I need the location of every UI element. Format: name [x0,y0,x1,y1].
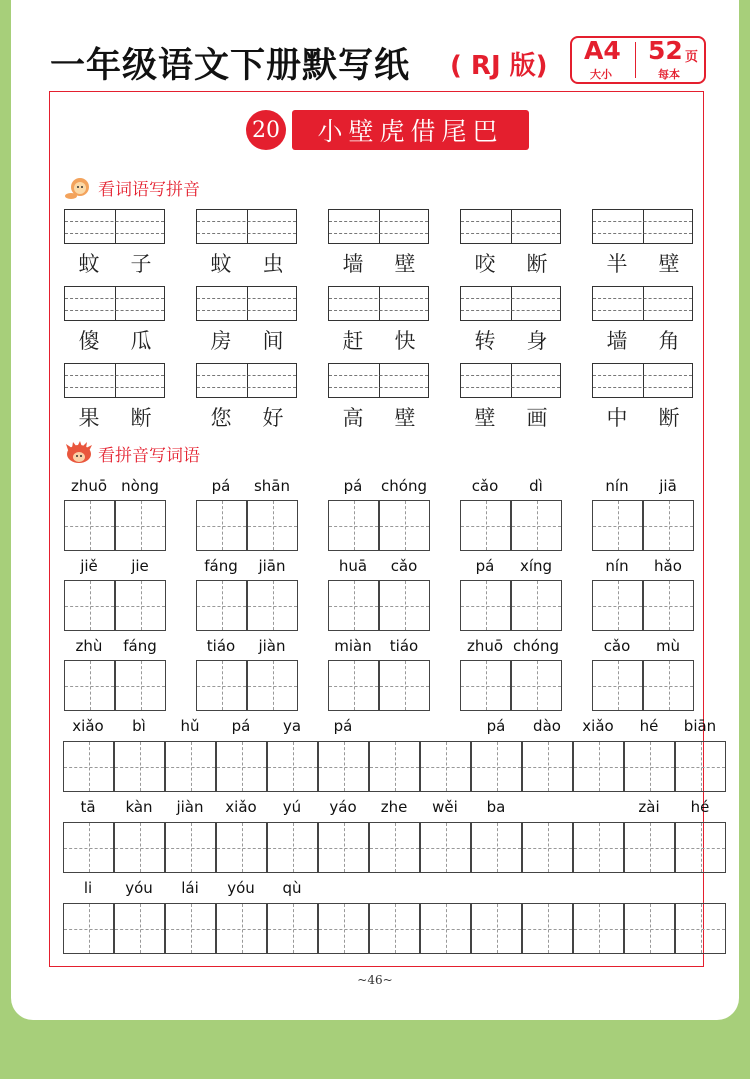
pinyin-syllable: nín [605,477,629,495]
lesson-number: 20 [246,110,286,150]
pinyin-syllable: li [83,879,93,897]
pinyin-syllable: jiān [258,557,286,575]
section-heading-write-words [64,440,200,466]
writing-grid-cell[interactable] [196,660,247,711]
guide-line [65,375,164,376]
writing-grid-cell[interactable] [511,580,562,631]
pinyin-syllable: nòng [121,477,159,495]
guide-line [197,387,296,388]
pinyin-answer-box[interactable] [592,363,693,398]
guide-line [197,375,296,376]
writing-grid-cell[interactable] [511,500,562,551]
character: 转 [474,329,496,353]
pinyin-syllable: yóu [227,879,255,897]
character: 壁 [394,252,416,276]
pinyin-syllable: yáo [329,798,357,816]
writing-grid-cell[interactable] [420,822,471,873]
pinyin-answer-box[interactable] [460,286,561,321]
writing-grid-cell[interactable] [522,822,573,873]
pinyin-syllable: pá [231,717,251,735]
writing-grid-cell[interactable] [328,500,379,551]
writing-grid-cell[interactable] [379,580,430,631]
guide-line [461,387,560,388]
guide-line [329,233,428,234]
writing-grid-cell[interactable] [267,741,318,792]
pinyin-syllable: ya [282,717,302,735]
writing-grid-cell[interactable] [64,500,115,551]
writing-grid-cell[interactable] [63,903,114,954]
info-box [570,36,706,84]
character: 高 [342,406,364,430]
writing-grid-cell[interactable] [63,822,114,873]
writing-grid-cell[interactable] [318,741,369,792]
section-label: 看拼音写词语 [98,445,200,466]
writing-grid-cell[interactable] [420,741,471,792]
pinyin-syllable: wěi [432,798,458,816]
pinyin-syllable: mù [655,637,681,655]
pinyin-syllable: ba [486,798,506,816]
writing-grid-cell[interactable] [196,580,247,631]
writing-grid-cell[interactable] [318,903,369,954]
pinyin-syllable: cǎo [603,637,631,655]
pages-label: 每本 [658,68,680,81]
guide-line [65,233,164,234]
pinyin-answer-box[interactable] [592,209,693,244]
writing-grid-cell[interactable] [267,822,318,873]
pinyin-syllable: zhuō [70,477,108,495]
guide-line [329,221,428,222]
writing-grid-cell[interactable] [573,741,624,792]
character: 断 [130,406,152,430]
character: 好 [262,406,284,430]
character: 壁 [394,406,416,430]
writing-grid-cell[interactable] [267,903,318,954]
writing-grid-cell[interactable] [643,660,694,711]
section-label: 看词语写拼音 [98,180,200,200]
guide-line [593,298,692,299]
pinyin-syllable: nín [605,557,629,575]
pinyin-syllable: hǔ [180,717,200,735]
writing-grid-cell[interactable] [247,580,298,631]
guide-line [461,221,560,222]
pinyin-syllable: tiáo [206,637,236,655]
pinyin-answer-box[interactable] [196,286,297,321]
character: 傻 [78,329,100,353]
pinyin-syllable: chóng [381,477,427,495]
pinyin-syllable: hé [690,798,710,816]
guide-line [461,375,560,376]
pinyin-answer-box[interactable] [328,286,429,321]
pinyin-syllable: jiàn [176,798,204,816]
pinyin-syllable: cǎo [390,557,418,575]
writing-grid-cell[interactable] [460,580,511,631]
edition-label: ( RJ 版) [450,51,548,81]
writing-grid-cell[interactable] [216,741,267,792]
guide-line [65,298,164,299]
guide-line [329,298,428,299]
pinyin-syllable: yóu [125,879,153,897]
character: 蚊 [210,252,232,276]
guide-line [593,233,692,234]
pinyin-syllable: bì [132,717,146,735]
pinyin-syllable: kàn [125,798,153,816]
pinyin-syllable: qù [282,879,302,897]
writing-grid-cell[interactable] [114,741,165,792]
guide-line [593,375,692,376]
guide-line [65,387,164,388]
pinyin-answer-box[interactable] [460,363,561,398]
pinyin-syllable: shān [253,477,291,495]
writing-grid-cell[interactable] [522,741,573,792]
pinyin-syllable: cǎo [471,477,499,495]
writing-grid-cell[interactable] [460,660,511,711]
pinyin-syllable: yú [282,798,302,816]
pinyin-syllable: pá [333,717,353,735]
character: 角 [658,329,680,353]
writing-grid-cell[interactable] [592,580,643,631]
writing-grid-cell[interactable] [115,500,166,551]
writing-grid-cell[interactable] [471,822,522,873]
pinyin-syllable: zài [638,798,660,816]
writing-grid-cell[interactable] [196,500,247,551]
pinyin-answer-box[interactable] [460,209,561,244]
pages-value: 52 [648,36,683,65]
writing-grid-cell[interactable] [624,741,675,792]
writing-grid-cell[interactable] [675,822,726,873]
writing-grid-cell[interactable] [643,580,694,631]
pinyin-answer-box[interactable] [328,209,429,244]
character: 子 [130,252,152,276]
size-value: A4 [584,36,621,65]
writing-grid-cell[interactable] [460,500,511,551]
writing-grid-cell[interactable] [643,500,694,551]
character: 壁 [658,252,680,276]
writing-grid-cell[interactable] [165,903,216,954]
info-divider [635,42,636,78]
writing-grid-cell[interactable] [328,580,379,631]
writing-grid-cell[interactable] [624,903,675,954]
guide-line [197,310,296,311]
writing-grid-cell[interactable] [369,903,420,954]
character: 瓜 [130,329,152,353]
pinyin-answer-box[interactable] [328,363,429,398]
pinyin-syllable: jiàn [258,637,286,655]
writing-grid-cell[interactable] [379,500,430,551]
writing-grid-cell[interactable] [64,660,115,711]
pinyin-syllable: tā [80,798,96,816]
character: 蚊 [78,252,100,276]
pinyin-syllable: xiǎo [225,798,257,816]
pinyin-syllable: hǎo [654,557,682,575]
character: 壁 [474,406,496,430]
pages-unit: 页 [685,50,699,65]
character: 咬 [474,252,496,276]
character: 快 [394,329,416,353]
pinyin-syllable: zhù [75,637,103,655]
pinyin-answer-box[interactable] [64,209,165,244]
character: 半 [606,252,628,276]
pinyin-answer-box[interactable] [196,209,297,244]
pinyin-syllable: miàn [334,637,372,655]
pinyin-syllable: xiǎo [72,717,104,735]
writing-grid-cell[interactable] [675,903,726,954]
character: 赶 [342,329,364,353]
writing-grid-cell[interactable] [114,903,165,954]
hedgehog-icon [64,440,94,466]
page-title: 一年级语文下册默写纸 [50,46,411,86]
pinyin-answer-box[interactable] [196,363,297,398]
guide-line [593,310,692,311]
writing-grid-cell[interactable] [573,822,624,873]
character: 墙 [606,329,628,353]
character: 果 [78,406,100,430]
guide-line [197,233,296,234]
pinyin-syllable: pá [475,557,495,575]
guide-line [593,221,692,222]
pinyin-syllable: tiáo [389,637,419,655]
pinyin-syllable: xiǎo [582,717,614,735]
writing-grid-cell[interactable] [318,822,369,873]
pinyin-syllable: zhe [380,798,408,816]
pinyin-syllable: jiā [659,477,677,495]
pinyin-syllable: biān [683,717,717,735]
pinyin-syllable: pá [343,477,363,495]
character: 断 [526,252,548,276]
pinyin-syllable: dào [533,717,561,735]
writing-grid-cell[interactable] [675,741,726,792]
lion-icon [64,176,94,200]
writing-grid-cell[interactable] [471,903,522,954]
writing-grid-cell[interactable] [471,741,522,792]
writing-grid-cell[interactable] [369,822,420,873]
writing-grid-cell[interactable] [63,741,114,792]
pinyin-syllable: dì [529,477,543,495]
guide-line [461,233,560,234]
character: 房 [210,329,232,353]
section-heading-write-pinyin [64,175,200,200]
guide-line [461,298,560,299]
pinyin-syllable: huā [338,557,368,575]
pinyin-syllable: chóng [513,637,559,655]
writing-grid-cell[interactable] [511,660,562,711]
pinyin-answer-box[interactable] [64,363,165,398]
writing-grid-cell[interactable] [115,580,166,631]
guide-line [329,387,428,388]
guide-line [197,221,296,222]
writing-grid-cell[interactable] [379,660,430,711]
lesson-title: 小壁虎借尾巴 [292,110,529,150]
character: 您 [210,406,232,430]
writing-grid-cell[interactable] [624,822,675,873]
writing-grid-cell[interactable] [592,660,643,711]
pinyin-syllable: hé [639,717,659,735]
size-label: 大小 [590,68,612,81]
character: 断 [658,406,680,430]
guide-line [65,310,164,311]
writing-grid-cell[interactable] [592,500,643,551]
writing-grid-cell[interactable] [216,903,267,954]
pinyin-syllable: fáng [123,637,157,655]
pinyin-syllable: xíng [519,557,553,575]
pinyin-answer-box[interactable] [592,286,693,321]
guide-line [593,387,692,388]
pinyin-syllable: fáng [204,557,238,575]
writing-grid-cell[interactable] [216,822,267,873]
writing-grid-cell[interactable] [328,660,379,711]
writing-grid-cell[interactable] [115,660,166,711]
writing-grid-cell[interactable] [114,822,165,873]
writing-grid-cell[interactable] [420,903,471,954]
pinyin-syllable: pá [486,717,506,735]
page-number: ~46~ [357,973,393,987]
pinyin-syllable: lái [181,879,199,897]
writing-grid-cell[interactable] [369,741,420,792]
pinyin-syllable: jie [131,557,149,575]
pinyin-syllable: pá [211,477,231,495]
writing-grid-cell[interactable] [522,903,573,954]
guide-line [329,375,428,376]
character: 中 [606,406,628,430]
pinyin-syllable: jiě [80,557,98,575]
writing-grid-cell[interactable] [247,660,298,711]
pinyin-answer-box[interactable] [64,286,165,321]
guide-line [197,298,296,299]
character: 虫 [262,252,284,276]
character: 画 [526,406,548,430]
writing-grid-cell[interactable] [165,822,216,873]
character: 间 [262,329,284,353]
writing-grid-cell[interactable] [573,903,624,954]
guide-line [461,310,560,311]
pinyin-syllable: zhuō [466,637,504,655]
character: 墙 [342,252,364,276]
writing-grid-cell[interactable] [64,580,115,631]
guide-line [65,221,164,222]
character: 身 [526,329,548,353]
writing-grid-cell[interactable] [247,500,298,551]
writing-grid-cell[interactable] [165,741,216,792]
guide-line [329,310,428,311]
